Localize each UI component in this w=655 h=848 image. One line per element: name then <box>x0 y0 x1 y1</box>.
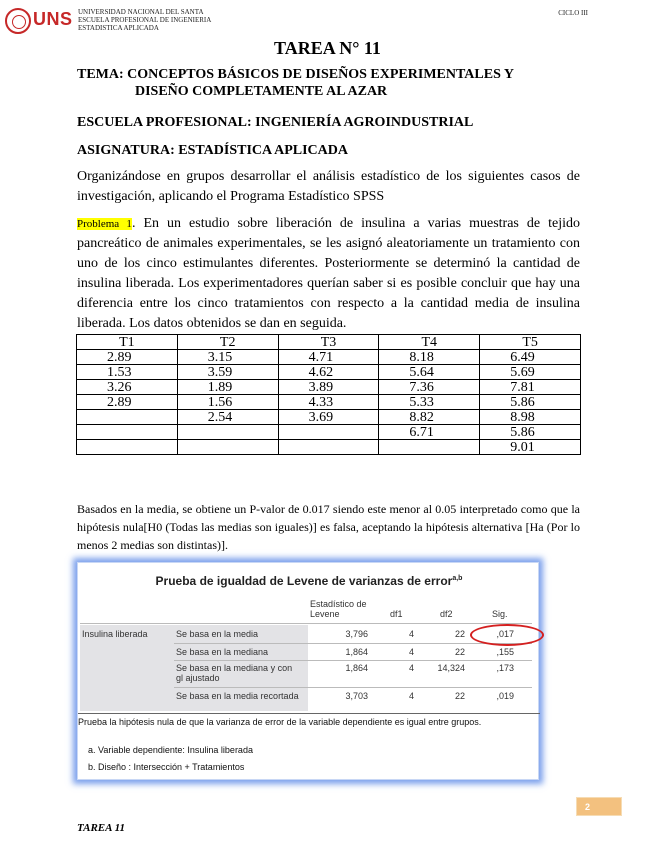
escuela-heading: ESCUELA PROFESIONAL: INGENIERÍA AGROINDUSTRIAL <box>77 115 474 130</box>
table-cell: 1.53 <box>77 365 178 380</box>
page-footer: TAREA 11 <box>77 822 125 834</box>
spss-sig-value: ,019 <box>496 691 514 701</box>
table-cell <box>278 440 379 455</box>
table-cell: 2.89 <box>77 350 178 365</box>
spss-divider <box>80 623 532 624</box>
spss-title-superscript: a,b <box>452 575 463 582</box>
table-row <box>77 410 581 425</box>
table-row <box>77 395 581 410</box>
table-cell: 3.89 <box>278 380 379 395</box>
table-cell: 5.86 <box>480 425 581 440</box>
problem-text: . En un estudio sobre liberación de insulina a varias muestras de tejido pancreático de animales experimentales, se les asignó aleatoriamente un tratamiento con uno de los cinco estimulantes diferentes. Posteriormente se determinó la cantidad de insulina liberada. Los experimentadores querían saber si es posible concluir que hay una diferencia entre los cinco tratamientos con respecto a la cantidad media de insulina liberada. Los datos obtenidos se dan en seguida. <box>77 216 580 331</box>
table-cell <box>77 425 178 440</box>
table-cell: 6.49 <box>480 350 581 365</box>
table-cell <box>77 440 178 455</box>
table-row <box>77 425 581 440</box>
spss-divider <box>174 687 532 688</box>
table-row <box>77 350 581 365</box>
table-header-cell: T4 <box>379 335 480 350</box>
spss-sig-value: ,017 <box>496 629 514 639</box>
document-title: TAREA N° 11 <box>274 38 381 58</box>
spss-divider <box>174 643 532 644</box>
spss-levene-value: 3,703 <box>345 691 368 701</box>
spss-df1-value: 4 <box>408 691 414 701</box>
spss-divider <box>78 713 540 714</box>
table-cell: 1.89 <box>177 380 278 395</box>
table-header-cell: T5 <box>480 335 581 350</box>
table-cell: 5.86 <box>480 395 581 410</box>
table-cell: 3.26 <box>77 380 178 395</box>
table-cell: 8.82 <box>379 410 480 425</box>
table-cell: 6.71 <box>379 425 480 440</box>
intro-paragraph: Organizándose en grupos desarrollar el análisis estadístico de los siguientes casos de investigación, aplicando el Programa Estadístico SPSS <box>77 169 580 204</box>
spss-col-levene: Estadístico de Levene <box>310 599 367 619</box>
table-cell: 4.71 <box>278 350 379 365</box>
tema-line-2: DISEÑO COMPLETAMENTE AL AZAR <box>135 84 388 99</box>
spss-footnote-b: b. Diseño : Intersección + Tratamientos <box>88 762 245 772</box>
conclusion-paragraph: Basados en la media, se obtiene un P-valor de 0.017 siendo este menor al 0.05 interpretado como que la hipótesis nula[H0 (Todas las medias son iguales)] es falsa, aceptando la hipótesis alternativa [Ha (Por lo menos 2 medias son distintas)]. <box>77 502 580 552</box>
table-cell: 7.81 <box>480 380 581 395</box>
table-cell: 1.56 <box>177 395 278 410</box>
spss-output-panel <box>77 562 539 780</box>
university-logo <box>5 7 73 37</box>
spss-levene-value: 1,864 <box>345 647 368 657</box>
header-line-2: ESCUELA PROFESIONAL DE INGENIERIA <box>78 16 212 24</box>
spss-title-text: Prueba de igualdad de Levene de varianzas de error <box>155 574 453 588</box>
tema-line-1: TEMA: CONCEPTOS BÁSICOS DE DISEÑOS EXPERIMENTALES Y <box>77 67 514 82</box>
spss-col-df2: df2 <box>440 609 453 619</box>
highlight-oval <box>470 624 544 646</box>
table-cell: 5.69 <box>480 365 581 380</box>
spss-row-label: Se basa en la mediana <box>176 647 269 657</box>
spss-df1-value: 4 <box>408 629 414 639</box>
table-cell: 9.01 <box>480 440 581 455</box>
spss-divider <box>174 660 532 661</box>
spss-row-label: Se basa en la mediana y con gl ajustado <box>176 663 293 683</box>
table-row <box>77 380 581 395</box>
table-cell: 8.98 <box>480 410 581 425</box>
spss-df2-value: 22 <box>454 691 465 701</box>
table-cell <box>77 410 178 425</box>
table-cell: 4.62 <box>278 365 379 380</box>
table-cell <box>379 440 480 455</box>
spss-df2-value: 14,324 <box>437 663 465 673</box>
data-table <box>76 334 581 455</box>
header-ciclo: CICLO III <box>558 9 588 17</box>
table-cell <box>177 425 278 440</box>
spss-footnote-main: Prueba la hipótesis nula de que la varianza de error de la variable dependiente es igual entre grupos. <box>78 717 482 727</box>
header-institution <box>78 8 211 32</box>
spss-table-title <box>78 574 540 588</box>
table-row <box>77 440 581 455</box>
spss-sig-value: ,155 <box>496 647 514 657</box>
problem-paragraph <box>77 214 580 334</box>
table-cell: 3.59 <box>177 365 278 380</box>
spss-levene-value: 3,796 <box>345 629 368 639</box>
header-line-3: ESTADISTICA APLICADA <box>78 24 159 32</box>
page-number: 2 <box>576 797 622 816</box>
table-cell: 4.33 <box>278 395 379 410</box>
table-cell: 5.64 <box>379 365 480 380</box>
spss-row-label: Se basa en la media <box>176 629 259 639</box>
tema-heading <box>77 66 582 100</box>
table-header-cell: T3 <box>278 335 379 350</box>
spss-df2-value: 22 <box>454 629 465 639</box>
table-cell: 5.33 <box>379 395 480 410</box>
spss-df1-value: 4 <box>408 663 414 673</box>
spss-footnote-a: a. Variable dependiente: Insulina liberada <box>88 745 253 755</box>
table-header-cell: T2 <box>177 335 278 350</box>
table-cell: 8.18 <box>379 350 480 365</box>
page-header <box>5 7 650 37</box>
asignatura-heading: ASIGNATURA: ESTADÍSTICA APLICADA <box>77 143 348 158</box>
table-cell: 3.69 <box>278 410 379 425</box>
logo-text: UNS <box>33 9 73 29</box>
spss-levene-value: 1,864 <box>345 663 368 673</box>
problem-label: Problema 1 <box>77 218 132 230</box>
table-header-row <box>77 335 581 350</box>
spss-sig-value: ,173 <box>496 663 514 673</box>
table-cell: 2.89 <box>77 395 178 410</box>
table-row <box>77 365 581 380</box>
spss-df1-value: 4 <box>408 647 414 657</box>
table-cell: 3.15 <box>177 350 278 365</box>
table-cell: 7.36 <box>379 380 480 395</box>
header-line-1: UNIVERSIDAD NACIONAL DEL SANTA <box>78 8 204 16</box>
table-cell: 2.54 <box>177 410 278 425</box>
table-cell <box>278 425 379 440</box>
seal-icon <box>5 8 31 34</box>
spss-col-sig: Sig. <box>492 609 508 619</box>
spss-col-df1: df1 <box>390 609 403 619</box>
table-header-cell: T1 <box>77 335 178 350</box>
spss-row-group: Insulina liberada <box>82 629 148 639</box>
table-cell <box>177 440 278 455</box>
spss-df2-value: 22 <box>454 647 465 657</box>
spss-row-label: Se basa en la media recortada <box>176 691 299 701</box>
